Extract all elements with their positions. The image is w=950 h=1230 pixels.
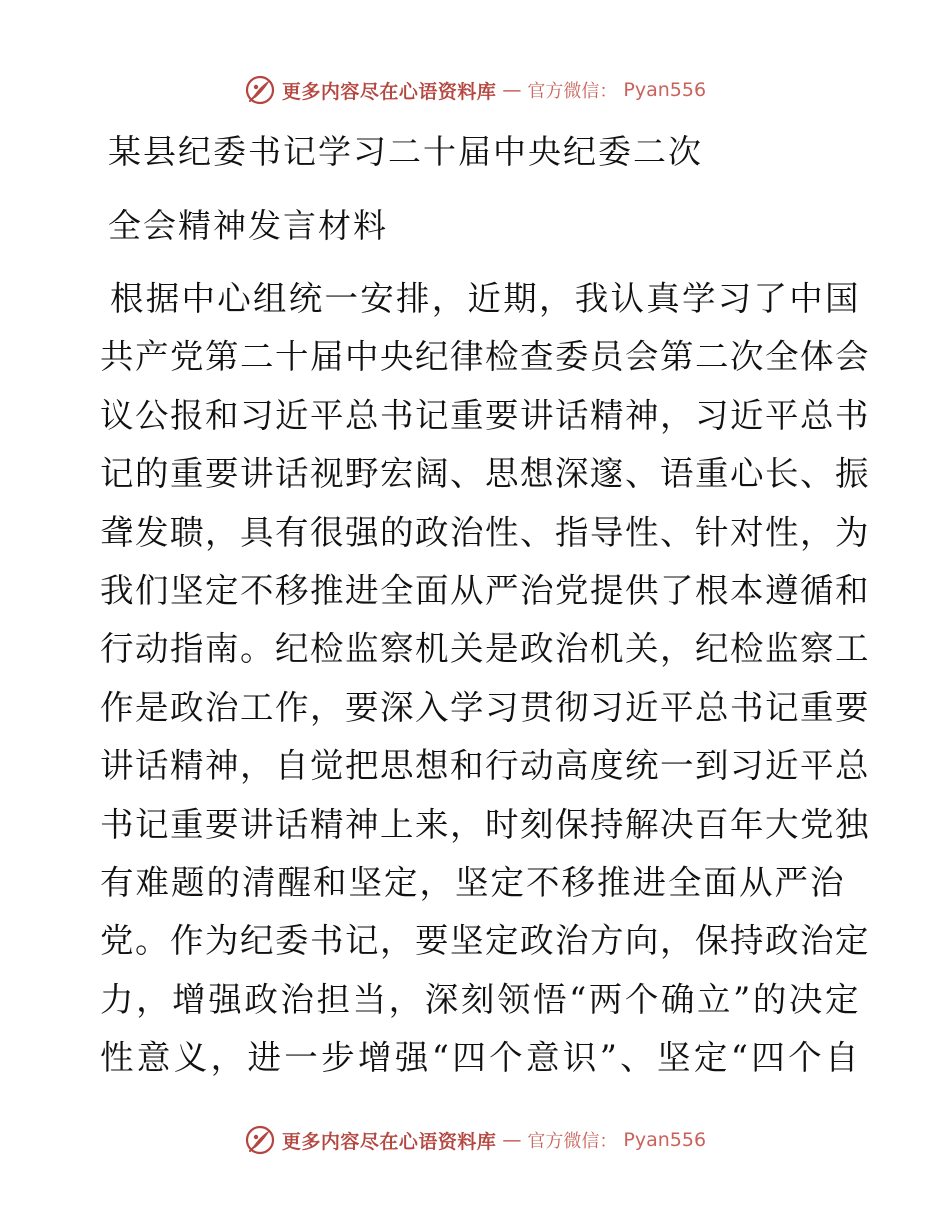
body-line: 聋发聩，具有很强的政治性、指导性、针对性，为 (100, 512, 870, 552)
body-line: 力，增强政治担当，深刻领悟“两个确立”的决定 (100, 979, 860, 1019)
banner-wechat-label: 官方微信： (527, 1131, 618, 1152)
body-line: 共产党第二十届中央纪律检查委员会第二次全体会 (100, 337, 870, 377)
document-title-line-1: 某县纪委书记学习二十届中央纪委二次 (108, 132, 703, 171)
body-line: 有难题的清醒和坚定，坚定不移推进全面从严治 (100, 862, 846, 902)
body-line: 议公报和习近平总书记重要讲话精神，习近平总书 (100, 395, 870, 435)
quill-pen-logo-icon (244, 1124, 276, 1156)
banner-slogan: 更多内容尽在心语资料库 (281, 80, 497, 103)
document-body (100, 270, 870, 1087)
body-line: 讲话精神，自觉把思想和行动高度统一到习近平总 (100, 746, 870, 786)
body-line: 我们坚定不移推进全面从严治党提供了根本遵循和 (100, 570, 870, 610)
body-line: 记的重要讲话视野宏阔、思想深邃、语重心长、振 (100, 454, 870, 494)
banner-wechat-id: Pyan556 (623, 79, 707, 101)
quill-pen-logo-icon (244, 74, 276, 106)
banner-wechat-id: Pyan556 (623, 1129, 707, 1151)
footer-banner (0, 1120, 950, 1160)
banner-wechat-label: 官方微信： (527, 81, 618, 102)
header-banner (0, 70, 950, 110)
body-line: 书记重要讲话精神上来，时刻保持解决百年大党独 (100, 804, 870, 844)
body-line: 作是政治工作，要深入学习贯彻习近平总书记重要 (100, 687, 870, 727)
body-line: 性意义，进一步增强“四个意识”、坚定“四个自 (100, 1038, 860, 1078)
document-title-line-2: 全会精神发言材料 (108, 206, 388, 245)
body-line: 根据中心组统一安排，近期，我认真学习了中国 (110, 279, 860, 318)
banner-dash: — (502, 1129, 522, 1151)
body-line: 行动指南。纪检监察机关是政治机关，纪检监察工 (100, 629, 870, 669)
body-line: 党。作为纪委书记，要坚定政治方向，保持政治定 (100, 921, 870, 961)
banner-dash: — (502, 79, 522, 101)
banner-slogan: 更多内容尽在心语资料库 (281, 1130, 497, 1153)
